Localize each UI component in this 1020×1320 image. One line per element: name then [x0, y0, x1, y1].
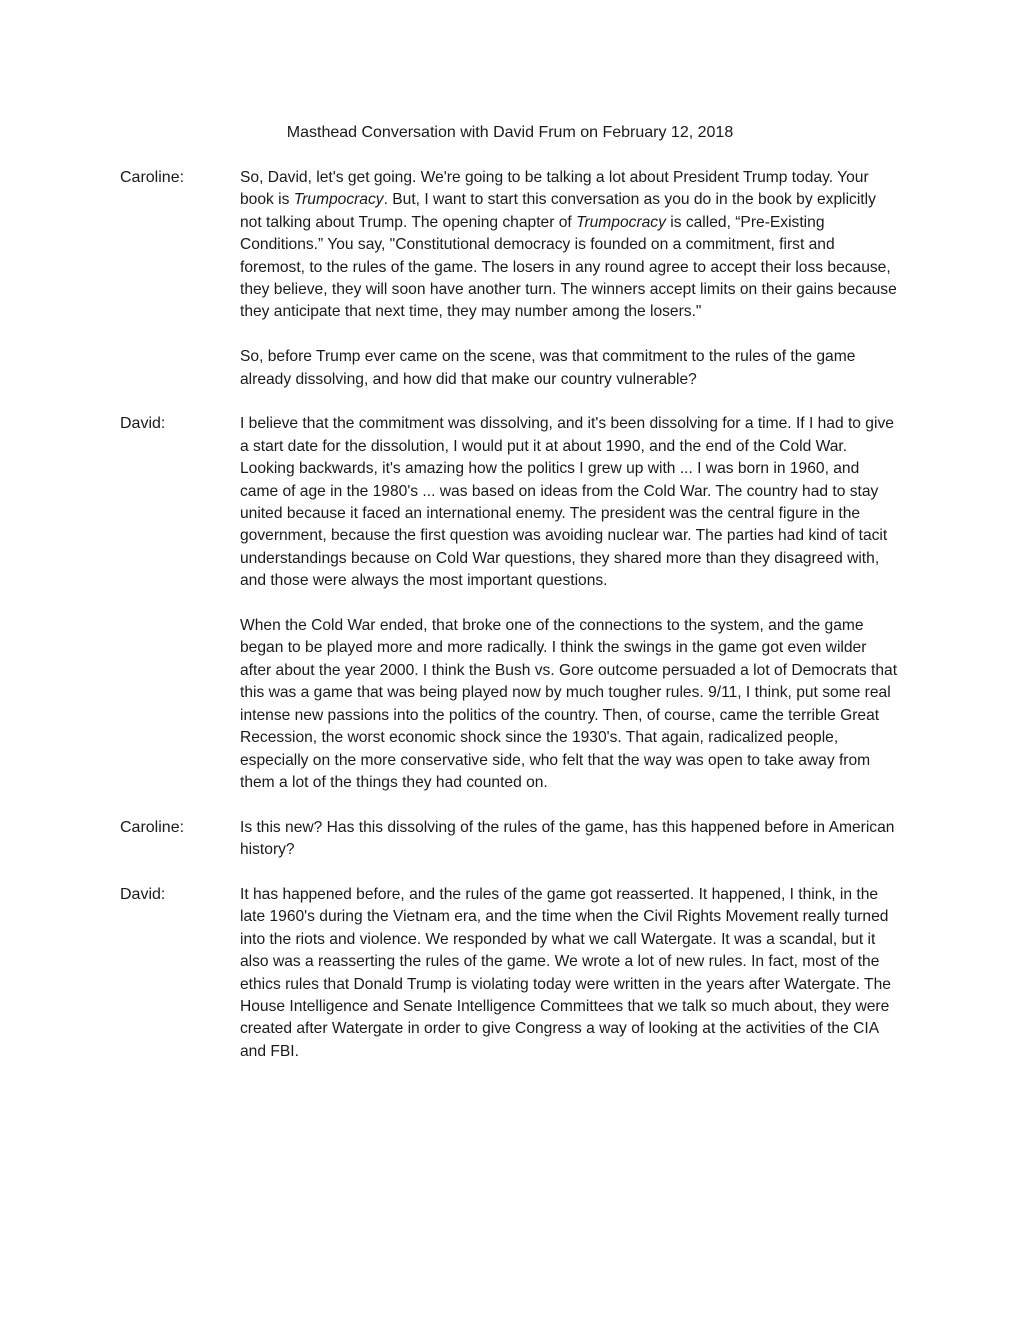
text-run: Is this new? Has this dissolving of the rules of the game, has this happened before in American history? [240, 818, 895, 859]
speech-body [240, 817, 900, 862]
transcript-turn [120, 413, 900, 794]
text-run: I believe that the commitment was dissolving, and it's been dissolving for a time. If I had to give a start date for the dissolution, I would put it at about 1990, and the end of the Cold War. Looking backwards, it's amazing how the politics I grew up with ... I was born in 1960, and came of age in the 1980's ... was based on ideas from the Cold War. The country had to stay united because it faced an international enemy. The president was the central figure in the government, because the first question was avoiding nuclear war. The parties had kind of tacit understandings because on Cold War questions, they shared more than they disagreed with, and those were always the most important questions. [240, 415, 894, 590]
speech-paragraph [240, 346, 900, 391]
text-run: . But, I want to start this conversation as you do in the book by explicitly not talking about Trump. The opening chapter of [240, 191, 876, 231]
text-run: So, before Trump ever came on the scene, was that commitment to the rules of the game already dissolving, and how did that make our country vulnerable? [240, 348, 856, 388]
document-title: Masthead Conversation with David Frum on February 12, 2018 [286, 124, 734, 141]
speaker-label: Caroline: [120, 818, 185, 836]
text-run: is called, “Pre-Existing Conditions.” You say, "Constitutional democracy is founded on a commitment, first and foremost, to the rules of the game. The losers in any round agree to accept their loss because, they believe, they will soon have another turn. The winners accept limits on their gains because they anticipate that next time, they may number among the losers." [240, 213, 897, 321]
text-run: It has happened before, and the rules of the game got reasserted. It happened, I think, in the late 1960's during the Vietnam era, and the time when the Civil Rights Movement really turned into the riots and violence. We responded by what we call Watergate. It was a scandal, but it also was a reasserting the rules of the game. We wrote a lot of new rules. In fact, most of the ethics rules that Donald Trump is violating today were written in the years after Watergate. The House Intelligence and Senate Intelligence Committees that we talk so much about, they were created after Watergate in order to give Congress a way of looking at the activities of the CIA and FBI. [240, 885, 891, 1060]
speech-body [240, 167, 900, 391]
speech-paragraph [240, 817, 900, 862]
speech-paragraph [240, 615, 900, 794]
speaker-label: David: [120, 885, 166, 903]
speech-body [240, 413, 900, 794]
transcript-turn [120, 817, 900, 862]
speech-paragraph [240, 167, 900, 324]
book-title-italic: Trumpocracy [293, 191, 384, 209]
transcript [120, 167, 900, 1086]
speaker-label: David: [120, 415, 166, 433]
speaker-label: Caroline: [120, 169, 185, 186]
text-run: When the Cold War ended, that broke one of the connections to the system, and the game began to be played more and more radically. I think the swings in the game got even wilder after about the year 2000. I think the Bush vs. Gore outcome persuaded a lot of Democrats that this was a game that was being played now by much tougher rules. 9/11, I think, put some real intense new passions into the politics of the country. Then, of course, came the terrible Great Recession, the worst economic shock since the 1930's. That again, radicalized people, especially on the more conservative side, who felt that the way was open to take away from them a lot of the things they had counted on. [240, 617, 898, 791]
speech-paragraph [240, 413, 900, 592]
text-run: So, David, let's get going. We're going to be talking a lot about President Trump today. Your book is [240, 169, 869, 209]
transcript-turn [120, 884, 900, 1063]
speech-body [240, 884, 900, 1063]
speech-paragraph [240, 884, 900, 1063]
book-title-italic: Trumpocracy [576, 213, 666, 231]
transcript-turn [120, 167, 900, 391]
